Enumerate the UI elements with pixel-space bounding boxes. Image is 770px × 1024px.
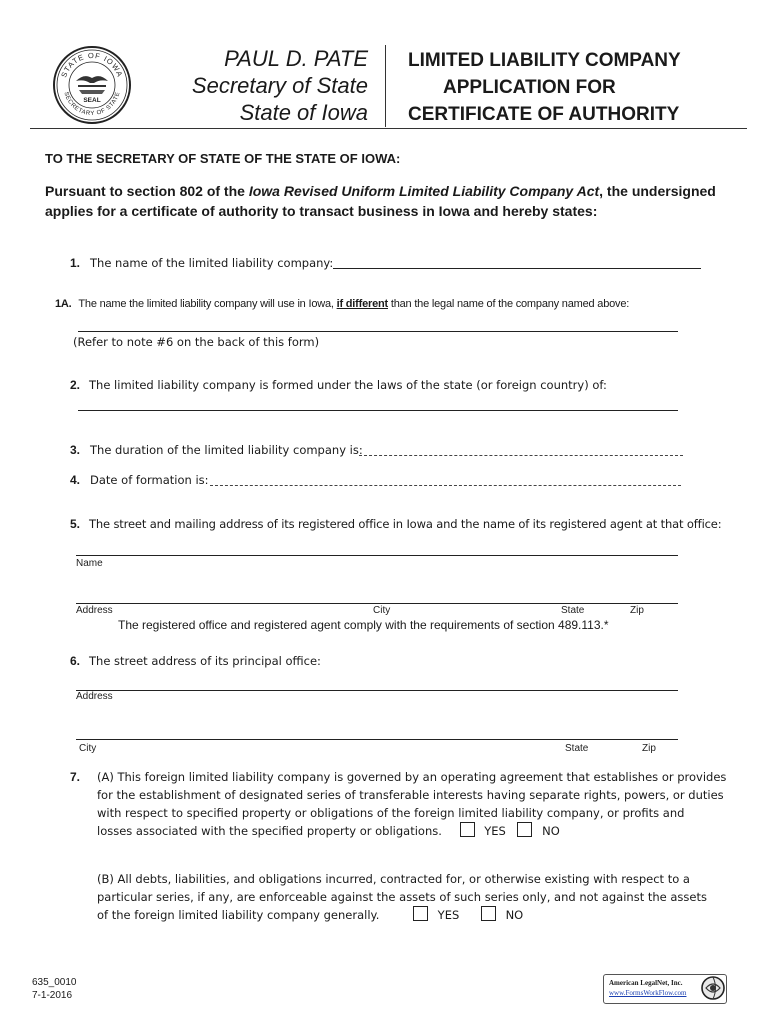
state-seal-icon xyxy=(52,45,132,125)
item-5-number: 5. xyxy=(70,517,81,531)
form-title-line-3: CERTIFICATE OF AUTHORITY xyxy=(408,104,680,125)
office-city-label: City xyxy=(373,605,391,616)
formation-jurisdiction-field[interactable] xyxy=(78,410,678,411)
item-2-number: 2. xyxy=(70,378,81,392)
item-7b-line-3 xyxy=(97,906,707,924)
item-4-number: 4. xyxy=(70,473,81,487)
item-7a-line-4-text: losses associated with the specified property or obligations. xyxy=(97,824,442,838)
secretary-name: PAUL D. PATE xyxy=(224,46,368,71)
vendor-name: American LegalNet, Inc. xyxy=(609,979,683,987)
company-name-field[interactable] xyxy=(333,268,701,269)
duration-field[interactable] xyxy=(359,455,683,456)
intro-text-start: Pursuant to section 802 of the xyxy=(45,183,249,199)
intro-line-2: applies for a certificate of authority to transact business in Iowa and hereby states: xyxy=(45,203,598,219)
item-4-label: Date of formation is: xyxy=(90,473,209,487)
item-4 xyxy=(70,471,209,489)
svg-text:STATE OF IOWA: STATE OF IOWA xyxy=(59,50,125,79)
registered-agent-name-field[interactable] xyxy=(76,555,678,556)
form-code xyxy=(32,976,77,1002)
intro-text-end: , the undersigned xyxy=(599,183,716,199)
principal-office-city-field[interactable] xyxy=(76,739,678,740)
compliance-statement: The registered office and registered agent comply with the requirements of section 489.113.* xyxy=(118,618,609,632)
item-7b-no-label: NO xyxy=(505,908,524,922)
item-7a-no-checkbox[interactable] xyxy=(517,822,532,837)
item-5-label: The street and mailing address of its registered office in Iowa and the name of its registered agent at that office: xyxy=(89,517,722,531)
item-1a xyxy=(55,298,629,310)
item-1-number: 1. xyxy=(70,256,81,270)
item-1 xyxy=(70,254,333,272)
office-address-label: Address xyxy=(76,605,113,616)
intro-line-1 xyxy=(45,181,716,201)
item-1a-label: The name the limited liability company will use in Iowa, xyxy=(78,298,337,310)
item-1a-note: (Refer to note #6 on the back of this form) xyxy=(73,335,320,349)
item-7a-yes-label: YES xyxy=(484,824,506,838)
item-7b-line-3-text: of the foreign limited liability company generally. xyxy=(97,908,380,922)
item-7b xyxy=(97,870,707,924)
formation-date-field[interactable] xyxy=(210,485,681,486)
globe-logo-icon xyxy=(700,975,726,1001)
item-5 xyxy=(70,515,721,533)
item-2-label: The limited liability company is formed under the laws of the state (or foreign country) of: xyxy=(89,378,607,392)
item-7a-line-4 xyxy=(97,822,726,840)
agent-name-label: Name xyxy=(76,558,103,569)
revision-date: 7-1-2016 xyxy=(32,990,73,1001)
item-7-number: 7. xyxy=(70,770,81,784)
item-6 xyxy=(70,652,321,670)
vendor-url-link[interactable]: www.FormsWorkFlow.com xyxy=(609,989,687,997)
item-7b-yes-label: YES xyxy=(437,908,460,922)
principal-state-label: State xyxy=(565,743,589,754)
item-3 xyxy=(70,441,363,459)
item-7b-yes-checkbox[interactable] xyxy=(413,906,428,921)
item-6-number: 6. xyxy=(70,654,81,668)
item-1a-label-end: than the legal name of the company named above: xyxy=(388,298,630,310)
form-title-line-2: APPLICATION FOR xyxy=(443,77,616,98)
item-1a-emphasis: if different xyxy=(336,298,388,310)
state-name: State of Iowa xyxy=(239,100,368,125)
svg-text:SECRETARY OF STATE: SECRETARY OF STATE xyxy=(62,91,122,118)
svg-text:SEAL: SEAL xyxy=(83,97,101,104)
item-6-label: The street address of its principal office: xyxy=(89,654,321,668)
item-1a-number: 1A. xyxy=(55,298,72,310)
item-1-label: The name of the limited liability company: xyxy=(90,256,334,270)
principal-office-address-field[interactable] xyxy=(76,690,678,691)
alternate-name-field[interactable] xyxy=(78,331,678,332)
form-number: 635_0010 xyxy=(32,977,77,988)
act-name: Iowa Revised Uniform Limited Liability Company Act xyxy=(248,183,600,199)
item-7a-no-label: NO xyxy=(542,824,560,838)
office-zip-label: Zip xyxy=(630,605,644,616)
item-7b-line-2: particular series, if any, are enforceable against the assets of such series only, and not against the assets xyxy=(97,890,707,904)
header-divider xyxy=(385,45,386,127)
item-7a xyxy=(97,768,726,840)
item-7a-line-2: for the establishment of designated series of transferable interests having separate rights, powers, or duties xyxy=(97,788,724,802)
office-state-label: State xyxy=(561,605,585,616)
item-2 xyxy=(70,376,607,394)
registered-office-address-field[interactable] xyxy=(76,603,678,604)
item-7b-line-1: (B) All debts, liabilities, and obligations incurred, contracted for, or otherwise existing with respect to a xyxy=(97,872,690,886)
item-7b-no-checkbox[interactable] xyxy=(481,906,496,921)
item-7a-line-1: (A) This foreign limited liability company is governed by an operating agreement that establishes or provides xyxy=(97,770,727,784)
secretary-title: Secretary of State xyxy=(191,73,368,98)
header-rule xyxy=(30,128,747,129)
form-title-line-1: LIMITED LIABILITY COMPANY xyxy=(408,50,681,71)
item-7a-yes-checkbox[interactable] xyxy=(460,822,475,837)
principal-address-label: Address xyxy=(76,691,113,702)
principal-city-label: City xyxy=(79,743,97,754)
item-7a-line-3: with respect to specified property or obligations of the foreign limited liability company, or profits and xyxy=(97,806,685,820)
salutation: TO THE SECRETARY OF STATE OF THE STATE OF IOWA: xyxy=(45,151,401,166)
item-3-label: The duration of the limited liability company is: xyxy=(90,443,363,457)
item-3-number: 3. xyxy=(70,443,81,457)
principal-zip-label: Zip xyxy=(642,743,656,754)
